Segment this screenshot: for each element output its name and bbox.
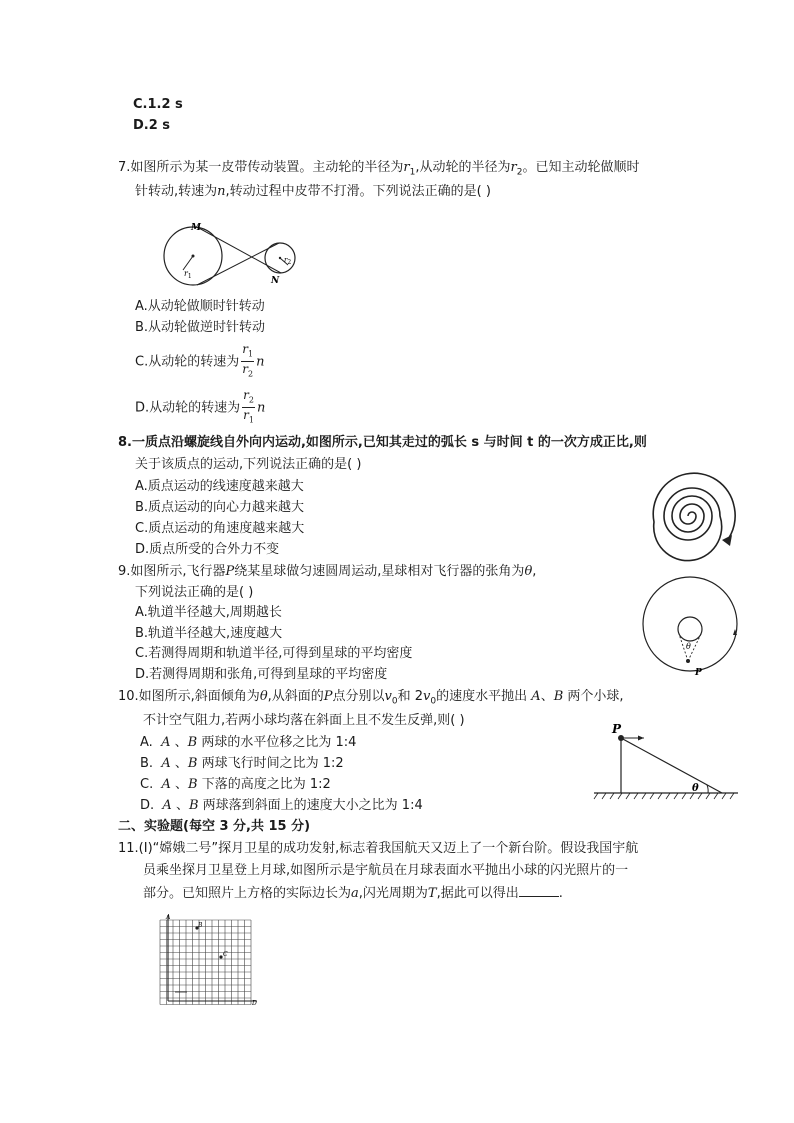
q11-label-b: B	[198, 922, 203, 929]
q10-option-b: B. A 、B 两球飞行时间之比为 1:2	[140, 756, 344, 771]
q11-grid-figure	[155, 915, 260, 1012]
q10-incline-figure	[592, 720, 742, 805]
q10-option-a: A. A 、B 两球的水平位移之比为 1:4	[140, 735, 357, 750]
q9-label-p: P	[695, 668, 702, 678]
q7-belt-upper	[197, 227, 281, 273]
q7-option-a: A.从动轮做顺时针转动	[135, 299, 265, 314]
q7-d-den: $r_1$	[243, 408, 254, 425]
q8-spiral-path	[653, 473, 735, 560]
q11-grid-lines	[160, 920, 251, 1005]
q10-stem-line1: 10.如图所示,斜面倾角为θ,从斜面的P点分别以$v_0$和 $2v_0$的速度水平抛出 A、B 两个小球,	[118, 689, 624, 707]
q7-belt-figure	[155, 220, 315, 290]
q8-spiral-figure	[640, 460, 750, 570]
q11-stem-line3: 部分。已知照片上方格的实际边长为a,闪光周期为T,据此可以得出 .	[143, 886, 563, 901]
q9-stem-line1: 9.如图所示,飞行器P绕某星球做匀速圆周运动,星球相对飞行器的张角为θ,	[118, 564, 537, 579]
q7-c-den: $r_2$	[242, 362, 254, 379]
q7-stem-line1: 7.如图所示为某一皮带传动装置。主动轮的半径为$r_1$,从动轮的半径为$r_2$。已知主动轮做顺时	[118, 160, 640, 178]
q9-spacecraft	[686, 659, 690, 663]
q11-label-d: D	[252, 1000, 257, 1007]
q11-answer-blank[interactable]	[519, 884, 559, 897]
q7-option-c-fraction	[241, 342, 254, 382]
q10-option-c: C. A 、B 下落的高度之比为 1:2	[140, 777, 331, 792]
q7-d-num: $r_2$	[242, 388, 255, 408]
q10-label-theta: θ	[692, 783, 699, 794]
q8-option-c: C.质点运动的角速度越来越大	[135, 521, 305, 536]
q6-option-d: D.2 s	[133, 118, 171, 133]
q11-label-c: C	[223, 951, 228, 958]
q7-radius-r1	[183, 256, 193, 270]
q8-stem-line1: 8.一质点沿螺旋线自外向内运动,如图所示,已知其走过的弧长 s 与时间 t 的一次方成正比,则	[118, 435, 647, 450]
q8-direction-arrow	[722, 535, 732, 546]
q7-option-c: C.从动轮的转速为 $\frac{r_1}{r_2}$ n	[135, 342, 264, 382]
q10-angle-arc	[707, 785, 708, 793]
q8-option-a: A.质点运动的线速度越来越大	[135, 479, 304, 494]
q9-option-c: C.若测得周期和轨道半径,可得到星球的平均密度	[135, 646, 413, 661]
q6-option-c: C.1.2 s	[133, 97, 183, 112]
q11-label-a: A	[166, 914, 171, 921]
q11-stem-line1: 11.(I)“嫦娥二号”探月卫星的成功发射,标志着我国航天又迈上了一个新台阶。假设我国宇航	[118, 841, 639, 856]
q10-label-p: P	[612, 722, 622, 736]
q7-label-m: M	[191, 223, 201, 233]
q9-option-d: D.若测得周期和张角,可得到星球的平均密度	[135, 667, 388, 682]
q8-stem-line2: 关于该质点的运动,下列说法正确的是( )	[135, 457, 362, 472]
section-2-title: 二、实验题(每空 3 分,共 15 分)	[118, 819, 311, 834]
q7-label-n: N	[271, 276, 280, 286]
q10-stem-line2: 不计空气阻力,若两小球均落在斜面上且不发生反弹,则( )	[143, 713, 465, 728]
q10-slope	[621, 738, 722, 793]
q7-label-r2: r2	[284, 256, 292, 266]
q7-label-r1: $r_1$	[184, 269, 192, 280]
q7-option-d: D.从动轮的转速为 $\frac{r_2}{r_1}$ n	[135, 388, 265, 428]
q10-option-d: D. A 、B 两球落到斜面上的速度大小之比为 1:4	[140, 798, 423, 813]
q8-option-b: B.质点运动的向心力越来越大	[135, 500, 305, 515]
q10-ground-hatch	[594, 793, 734, 799]
q9-option-a: A.轨道半径越大,周期越长	[135, 605, 282, 620]
q11-stem-line2: 员乘坐探月卫星登上月球,如图所示是宇航员在月球表面水平抛出小球的闪光照片的一	[143, 863, 629, 878]
q7-option-b: B.从动轮做逆时针转动	[135, 320, 266, 335]
q8-option-d: D.质点所受的合外力不变	[135, 542, 280, 557]
q9-option-b: B.轨道半径越大,速度越大	[135, 626, 283, 641]
q9-orbit-figure	[640, 573, 750, 681]
q9-label-theta: θ	[686, 642, 691, 651]
q7-stem-line2: 针转动,转速为n,转动过程中皮带不打滑。下列说法正确的是( )	[135, 184, 491, 199]
q9-planet	[678, 617, 702, 641]
q7-c-num: $r_1$	[241, 342, 254, 362]
q7-option-d-fraction	[242, 388, 255, 428]
q9-stem-line2: 下列说法正确的是( )	[135, 585, 254, 600]
